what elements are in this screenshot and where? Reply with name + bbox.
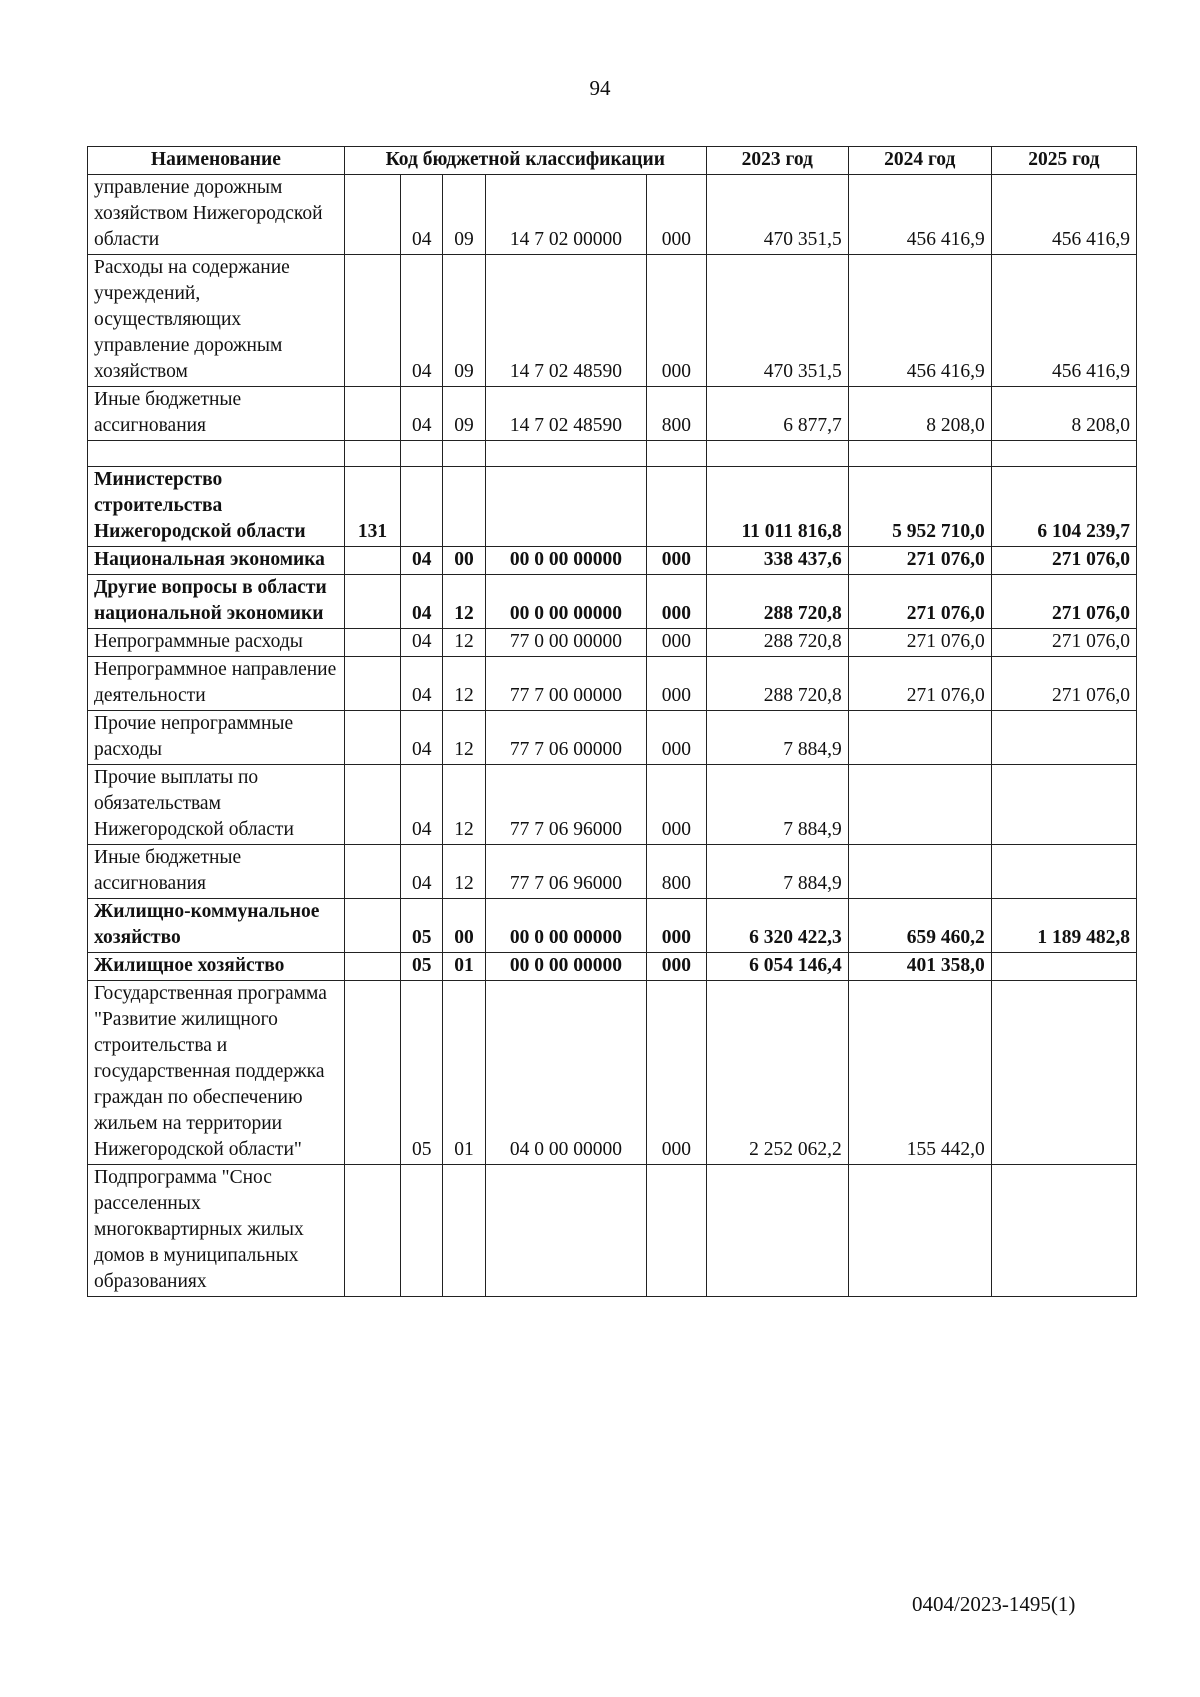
table-row — [88, 255, 1137, 387]
row-expense-type: 000 — [647, 765, 707, 845]
row-2025: 1 189 482,8 — [991, 899, 1136, 953]
row-expense-type — [647, 467, 707, 547]
row-ministry — [344, 953, 400, 981]
row-2023: 6 877,7 — [706, 387, 848, 441]
row-expense-type: 000 — [647, 547, 707, 575]
row-2025 — [991, 765, 1136, 845]
row-2024 — [848, 711, 991, 765]
row-2025: 271 076,0 — [991, 575, 1136, 629]
row-name: Жилищно-коммунальное хозяйство — [88, 899, 345, 953]
header-2025: 2025 год — [991, 147, 1136, 175]
row-2024: 271 076,0 — [848, 547, 991, 575]
row-2025: 271 076,0 — [991, 547, 1136, 575]
row-name: Министерство строительства Нижегородской области — [88, 467, 345, 547]
row-2024 — [848, 1165, 991, 1297]
table-row — [88, 981, 1137, 1165]
row-name: Прочие непрограммные расходы — [88, 711, 345, 765]
header-row — [88, 147, 1137, 175]
row-article — [485, 467, 646, 547]
row-ministry — [344, 899, 400, 953]
row-article: 77 0 00 00000 — [485, 629, 646, 657]
row-2023: 470 351,5 — [706, 175, 848, 255]
row-subsection: 09 — [443, 255, 485, 387]
row-ministry — [344, 845, 400, 899]
row-article: 77 7 06 96000 — [485, 765, 646, 845]
row-ministry — [344, 547, 400, 575]
row-2024: 271 076,0 — [848, 629, 991, 657]
row-expense-type: 000 — [647, 575, 707, 629]
row-2023: 288 720,8 — [706, 575, 848, 629]
row-2025: 456 416,9 — [991, 175, 1136, 255]
table-row — [88, 657, 1137, 711]
row-section: 05 — [401, 899, 443, 953]
row-ministry — [344, 387, 400, 441]
table-row — [88, 387, 1137, 441]
row-2024: 155 442,0 — [848, 981, 991, 1165]
row-2025: 271 076,0 — [991, 629, 1136, 657]
row-section: 04 — [401, 547, 443, 575]
table-row — [88, 575, 1137, 629]
row-subsection: 12 — [443, 765, 485, 845]
row-2024: 271 076,0 — [848, 657, 991, 711]
row-2023: 7 884,9 — [706, 765, 848, 845]
row-article: 04 0 00 00000 — [485, 981, 646, 1165]
row-article: 00 0 00 00000 — [485, 899, 646, 953]
row-expense-type: 000 — [647, 629, 707, 657]
row-2025 — [991, 981, 1136, 1165]
row-article: 00 0 00 00000 — [485, 575, 646, 629]
row-2023: 338 437,6 — [706, 547, 848, 575]
row-article: 77 7 06 96000 — [485, 845, 646, 899]
table-row-empty — [88, 441, 1137, 467]
row-2024: 456 416,9 — [848, 175, 991, 255]
row-expense-type — [647, 1165, 707, 1297]
table-row — [88, 467, 1137, 547]
row-2024: 456 416,9 — [848, 255, 991, 387]
row-expense-type: 000 — [647, 711, 707, 765]
row-article — [485, 1165, 646, 1297]
row-2023: 6 320 422,3 — [706, 899, 848, 953]
row-expense-type: 000 — [647, 175, 707, 255]
row-expense-type: 000 — [647, 953, 707, 981]
row-article: 77 7 06 00000 — [485, 711, 646, 765]
row-subsection: 12 — [443, 657, 485, 711]
row-2025 — [991, 845, 1136, 899]
row-ministry — [344, 575, 400, 629]
table-row — [88, 547, 1137, 575]
row-2023: 7 884,9 — [706, 711, 848, 765]
row-2023: 470 351,5 — [706, 255, 848, 387]
row-name: Непрограммные расходы — [88, 629, 345, 657]
row-section: 04 — [401, 575, 443, 629]
row-section: 05 — [401, 953, 443, 981]
row-2024: 271 076,0 — [848, 575, 991, 629]
row-name: Национальная экономика — [88, 547, 345, 575]
table-row — [88, 899, 1137, 953]
table-row — [88, 711, 1137, 765]
row-section — [401, 1165, 443, 1297]
header-name: Наименование — [88, 147, 345, 175]
row-section: 04 — [401, 765, 443, 845]
row-subsection: 12 — [443, 575, 485, 629]
row-subsection: 00 — [443, 547, 485, 575]
row-subsection: 12 — [443, 845, 485, 899]
row-ministry — [344, 711, 400, 765]
row-name: Иные бюджетные ассигнования — [88, 845, 345, 899]
row-2024 — [848, 845, 991, 899]
row-article: 14 7 02 48590 — [485, 255, 646, 387]
table-row — [88, 845, 1137, 899]
row-name: управление дорожным хозяйством Нижегородской области — [88, 175, 345, 255]
row-expense-type: 000 — [647, 981, 707, 1165]
row-2025 — [991, 711, 1136, 765]
row-name: Прочие выплаты по обязательствам Нижегородской области — [88, 765, 345, 845]
row-article: 14 7 02 48590 — [485, 387, 646, 441]
row-section: 05 — [401, 981, 443, 1165]
row-ministry — [344, 629, 400, 657]
table-row — [88, 765, 1137, 845]
row-section: 04 — [401, 629, 443, 657]
row-2025: 8 208,0 — [991, 387, 1136, 441]
row-name: Иные бюджетные ассигнования — [88, 387, 345, 441]
row-section: 04 — [401, 711, 443, 765]
row-2023: 2 252 062,2 — [706, 981, 848, 1165]
row-ministry — [344, 765, 400, 845]
row-expense-type: 800 — [647, 845, 707, 899]
row-2025 — [991, 953, 1136, 981]
row-expense-type: 000 — [647, 255, 707, 387]
row-2023: 288 720,8 — [706, 629, 848, 657]
row-section: 04 — [401, 175, 443, 255]
row-article: 77 7 00 00000 — [485, 657, 646, 711]
row-2025: 271 076,0 — [991, 657, 1136, 711]
row-name: Жилищное хозяйство — [88, 953, 345, 981]
row-2024 — [848, 765, 991, 845]
row-name: Другие вопросы в области национальной экономики — [88, 575, 345, 629]
row-2025 — [991, 1165, 1136, 1297]
row-2024: 401 358,0 — [848, 953, 991, 981]
row-2023 — [706, 1165, 848, 1297]
row-2023: 288 720,8 — [706, 657, 848, 711]
table-row — [88, 1165, 1137, 1297]
row-expense-type: 000 — [647, 899, 707, 953]
row-ministry — [344, 657, 400, 711]
row-ministry — [344, 1165, 400, 1297]
row-ministry: 131 — [344, 467, 400, 547]
row-subsection: 12 — [443, 629, 485, 657]
row-name: Государственная программа "Развитие жилищного строительства и государственная поддержка граждан по обеспечению жильем на территории Нижегородской области" — [88, 981, 345, 1165]
row-expense-type: 000 — [647, 657, 707, 711]
row-section — [401, 467, 443, 547]
budget-table — [87, 146, 1137, 1297]
row-subsection — [443, 467, 485, 547]
row-article: 00 0 00 00000 — [485, 547, 646, 575]
row-ministry — [344, 981, 400, 1165]
table-row — [88, 953, 1137, 981]
row-name: Расходы на содержание учреждений, осуществляющих управление дорожным хозяйством — [88, 255, 345, 387]
row-subsection: 00 — [443, 899, 485, 953]
header-code: Код бюджетной классификации — [344, 147, 706, 175]
row-2024: 659 460,2 — [848, 899, 991, 953]
table-row — [88, 175, 1137, 255]
table-row — [88, 629, 1137, 657]
row-ministry — [344, 175, 400, 255]
row-subsection: 12 — [443, 711, 485, 765]
row-2025: 456 416,9 — [991, 255, 1136, 387]
row-subsection: 09 — [443, 387, 485, 441]
row-ministry — [344, 255, 400, 387]
row-subsection: 01 — [443, 981, 485, 1165]
document-code: 0404/2023-1495(1) — [912, 1592, 1076, 1616]
row-expense-type: 800 — [647, 387, 707, 441]
row-name: Непрограммное направление деятельности — [88, 657, 345, 711]
row-2023: 11 011 816,8 — [706, 467, 848, 547]
row-subsection: 01 — [443, 953, 485, 981]
row-section: 04 — [401, 255, 443, 387]
header-2023: 2023 год — [706, 147, 848, 175]
row-section: 04 — [401, 387, 443, 441]
row-name: Подпрограмма "Снос расселенных многоквартирных жилых домов в муниципальных образованиях — [88, 1165, 345, 1297]
row-2024: 8 208,0 — [848, 387, 991, 441]
row-subsection: 09 — [443, 175, 485, 255]
row-section: 04 — [401, 845, 443, 899]
row-2025: 6 104 239,7 — [991, 467, 1136, 547]
row-2023: 7 884,9 — [706, 845, 848, 899]
row-article: 00 0 00 00000 — [485, 953, 646, 981]
header-2024: 2024 год — [848, 147, 991, 175]
row-subsection — [443, 1165, 485, 1297]
row-2024: 5 952 710,0 — [848, 467, 991, 547]
row-2023: 6 054 146,4 — [706, 953, 848, 981]
row-article: 14 7 02 00000 — [485, 175, 646, 255]
page-number: 94 — [589, 76, 611, 100]
row-section: 04 — [401, 657, 443, 711]
